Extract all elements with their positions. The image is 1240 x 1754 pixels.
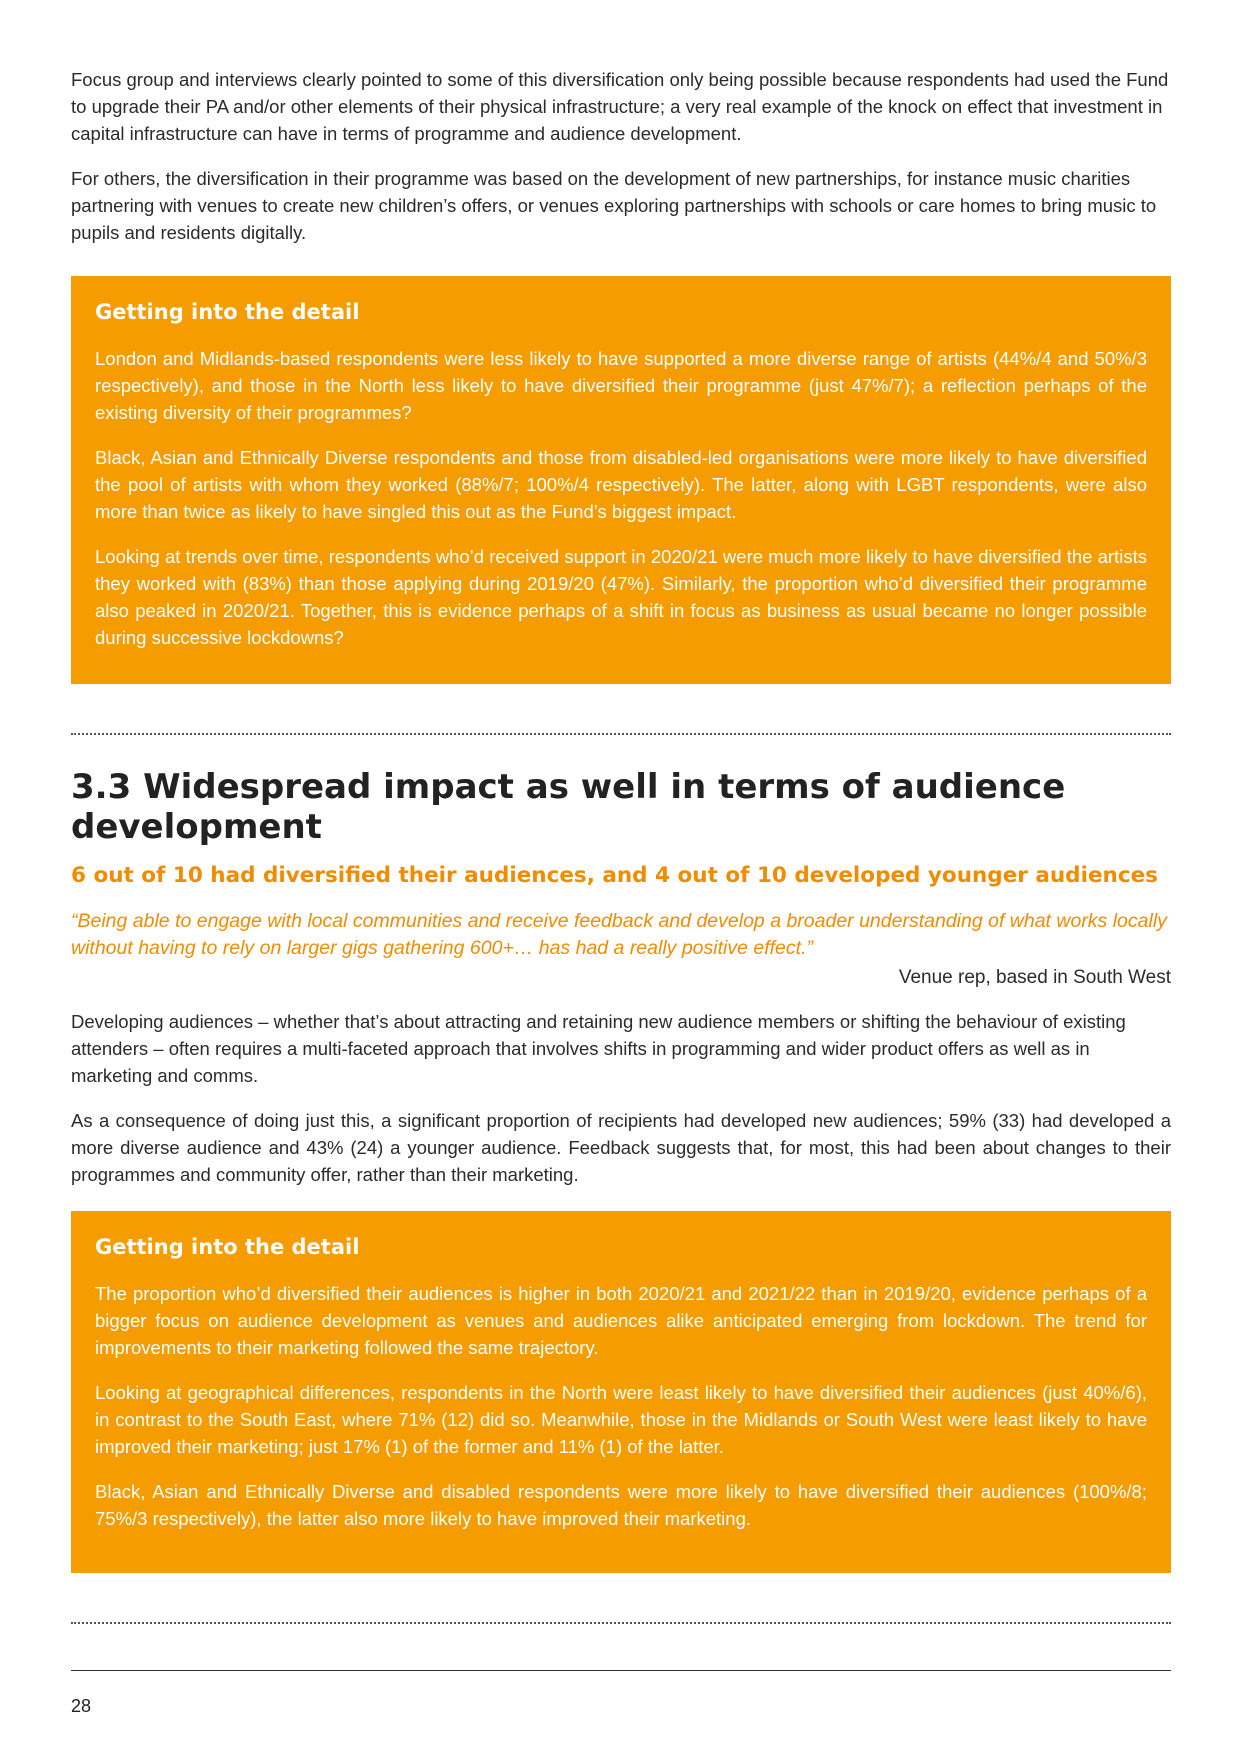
section-paragraph-2: As a consequence of doing just this, a significant proportion of recipients had developed new audiences; 59% (33) had developed a more diverse audience and 43% (24) a younger audience. Feedback suggests that, for most, this had been about changes to their programmes and community offer, rather than their marketing. <box>71 1110 1171 1185</box>
section-paragraph-1: Developing audiences – whether that’s about attracting and retaining new audience members or shifting the behaviour of existing attenders – often requires a multi-faceted approach that involves shifts in programming and wider product offers as well as in marketing and comms. <box>71 1011 1126 1086</box>
detail-box-1 <box>71 276 1171 684</box>
detail-box-1-paragraph-2: Black, Asian and Ethnically Diverse respondents and those from disabled-led organisations were more likely to have diversified the pool of artists with whom they worked (88%/7; 100%/4 respectively). The latter, along with LGBT respondents, were also more than twice as likely to have singled this out as the Fund’s biggest impact. <box>95 447 1147 522</box>
pull-quote: “Being able to engage with local communities and receive feedback and develop a broader understanding of what works locally without having to rely on larger gigs gathering 600+… has had a really positive effect.” <box>71 910 1167 959</box>
section-title: 3.3 Widespread impact as well in terms of audience development <box>71 767 1066 847</box>
detail-box-2-heading: Getting into the detail <box>95 1235 360 1259</box>
dotted-divider <box>71 733 1171 735</box>
intro-paragraph-1: Focus group and interviews clearly pointed to some of this diversification only being possible because respondents had used the Fund to upgrade their PA and/or other elements of their physical infrastructure; a very real example of the knock on effect that investment in capital infrastructure can have in terms of programme and audience development. <box>71 69 1169 144</box>
detail-box-1-paragraph-3: Looking at trends over time, respondents who’d received support in 2020/21 were much more likely to have diversified the artists they worked with (83%) than those applying during 2019/20 (47%). Similarly, the proportion who’d diversified their programme also peaked in 2020/21. Together, this is evidence perhaps of a shift in focus as business as usual became no longer possible during successive lockdowns? <box>95 546 1147 648</box>
detail-box-2-paragraph-3: Black, Asian and Ethnically Diverse and disabled respondents were more likely to have diversified their audiences (100%/8; 75%/3 respectively), the latter also more likely to have improved their marketing. <box>95 1481 1147 1529</box>
section-subtitle: 6 out of 10 had diversified their audiences, and 4 out of 10 developed younger audiences <box>71 863 1158 888</box>
footer-rule <box>71 1670 1171 1671</box>
detail-box-2 <box>71 1211 1171 1573</box>
quote-attribution: Venue rep, based in South West <box>898 967 1171 988</box>
intro-paragraph-2: For others, the diversification in their programme was based on the development of new partnerships, for instance music charities partnering with venues to create new children’s offers, or venues exploring partnerships with schools or care homes to bring music to pupils and residents digitally. <box>71 168 1157 243</box>
detail-box-2-paragraph-1: The proportion who’d diversified their audiences is higher in both 2020/21 and 2021/22 than in 2019/20, evidence perhaps of a bigger focus on audience development as venues and audiences alike anticipated emerging from lockdown. The trend for improvements to their marketing followed the same trajectory. <box>95 1283 1147 1358</box>
detail-box-2-paragraph-2: Looking at geographical differences, respondents in the North were least likely to have diversified their audiences (just 40%/6), in contrast to the South East, where 71% (12) did so. Meanwhile, those in the Midlands or South West were least likely to have improved their marketing; just 17% (1) of the former and 11% (1) of the latter. <box>95 1382 1147 1457</box>
detail-box-1-heading: Getting into the detail <box>95 300 360 324</box>
detail-box-1-paragraph-1: London and Midlands-based respondents were less likely to have supported a more diverse range of artists (44%/4 and 50%/3 respectively), and those in the North less likely to have diversified their programme (just 47%/7); a reflection perhaps of the existing diversity of their programmes? <box>95 348 1147 423</box>
dotted-divider <box>71 1622 1171 1624</box>
page-number: 28 <box>71 1696 92 1716</box>
